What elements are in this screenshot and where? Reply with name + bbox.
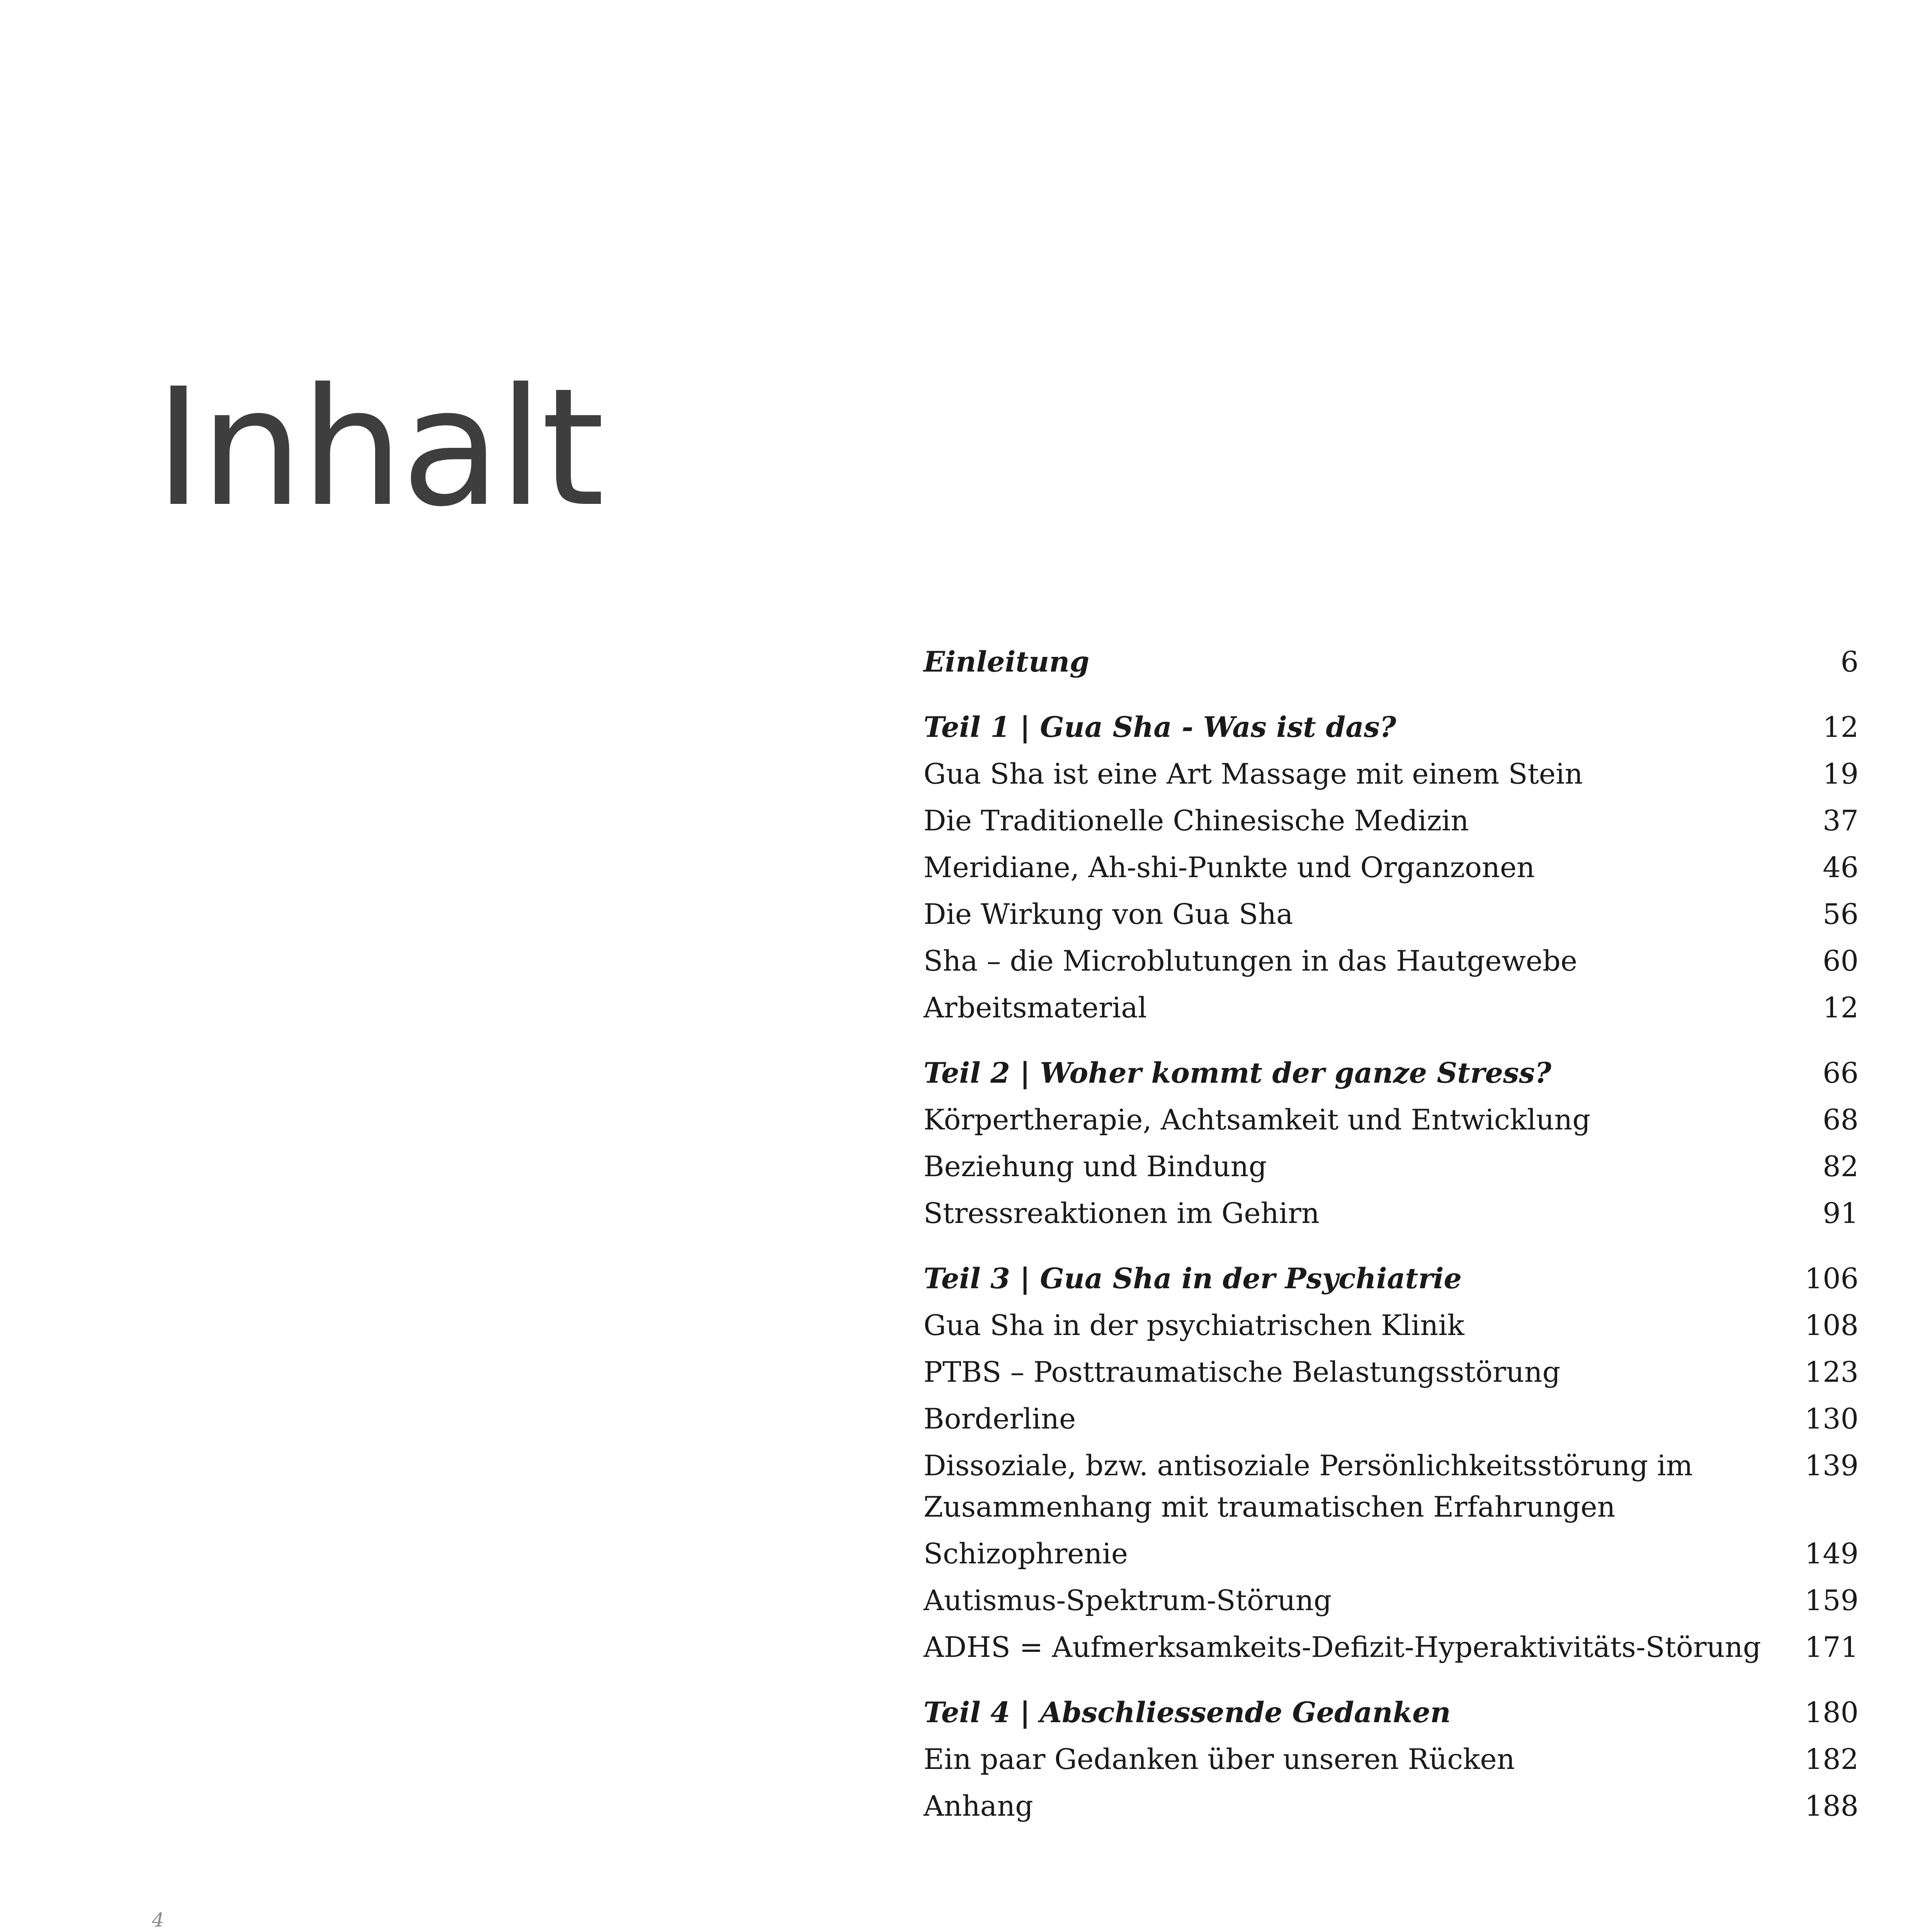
toc-entry[interactable] [923, 1352, 1859, 1393]
toc-entry-page: 12 [1823, 711, 1859, 744]
toc-entry-einleitung[interactable] [923, 641, 1859, 683]
toc-entry[interactable] [923, 847, 1859, 888]
toc-entry-page: 149 [1804, 1537, 1859, 1570]
toc-entry-title: Anhang [923, 1790, 1034, 1823]
toc-entry[interactable] [923, 1398, 1859, 1440]
toc-entry-title: Autismus-Spektrum-Störung [923, 1584, 1332, 1617]
toc-entry-title: Borderline [923, 1403, 1076, 1435]
toc-entry-page: 82 [1823, 1150, 1859, 1183]
toc-entry[interactable] [923, 1305, 1859, 1346]
toc-entry-page: 91 [1823, 1197, 1859, 1230]
toc-entry-page: 12 [1823, 992, 1859, 1024]
toc-entry-page: 123 [1804, 1356, 1859, 1389]
toc-entry-title: Gua Sha in der psychiatrischen Klinik [923, 1309, 1464, 1342]
toc-entry-title: Teil 3 | Gua Sha in der Psychiatrie [923, 1262, 1462, 1295]
toc-entry-page: 56 [1823, 898, 1859, 931]
toc-entry[interactable] [923, 753, 1859, 795]
toc-entry[interactable] [923, 1099, 1859, 1141]
page-number: 4 [152, 1909, 164, 1931]
toc-entry[interactable] [923, 987, 1859, 1029]
toc-entry[interactable] [923, 1146, 1859, 1187]
toc-section-part-1 [923, 707, 1859, 1029]
toc-entry-part-2-heading[interactable] [923, 1053, 1859, 1094]
toc-entry[interactable] [923, 1193, 1859, 1234]
toc-entry-title: ADHS = Aufmerksamkeits-Defizit-Hyperaktivitäts-Störung [923, 1631, 1761, 1664]
toc-entry-page: 6 [1840, 646, 1859, 679]
toc-entry-title: PTBS – Posttraumatische Belastungsstörung [923, 1356, 1561, 1389]
toc-entry-page: 130 [1804, 1403, 1859, 1435]
toc-entry-part-3-heading[interactable] [923, 1258, 1859, 1299]
toc-entry-title: Sha – die Microblutungen in das Hautgewebe [923, 945, 1577, 978]
toc-entry-title: Teil 4 | Abschliessende Gedanken [923, 1696, 1451, 1729]
table-of-contents [923, 641, 1859, 1832]
toc-entry[interactable] [923, 800, 1859, 842]
toc-entry-title: Gua Sha ist eine Art Massage mit einem Stein [923, 758, 1583, 791]
toc-entry[interactable] [923, 1445, 1859, 1528]
toc-entry-page: 159 [1804, 1584, 1859, 1617]
toc-section-part-2 [923, 1053, 1859, 1234]
toc-entry-page: 108 [1804, 1309, 1859, 1342]
toc-entry-title: Schizophrenie [923, 1537, 1128, 1570]
toc-entry-page: 68 [1823, 1104, 1859, 1136]
toc-entry[interactable] [923, 1627, 1859, 1668]
toc-entry-page: 139 [1804, 1449, 1859, 1482]
toc-entry[interactable] [923, 1533, 1859, 1575]
toc-entry-title: Teil 2 | Woher kommt der ganze Stress? [923, 1056, 1551, 1090]
toc-entry-title: Die Traditionelle Chinesische Medizin [923, 804, 1469, 837]
toc-entry-page: 106 [1804, 1262, 1859, 1295]
toc-entry-title: Einleitung [923, 645, 1090, 679]
toc-entry-part-4-heading[interactable] [923, 1692, 1859, 1733]
toc-entry[interactable] [923, 1739, 1859, 1780]
toc-entry-page: 66 [1823, 1057, 1859, 1090]
toc-entry-page: 46 [1823, 851, 1859, 884]
toc-entry-title: Teil 1 | Gua Sha - Was ist das? [923, 711, 1396, 744]
toc-entry-page: 37 [1823, 804, 1859, 837]
toc-entry-page: 19 [1823, 758, 1859, 791]
toc-entry-part-1-heading[interactable] [923, 707, 1859, 748]
toc-entry-title: Beziehung und Bindung [923, 1150, 1267, 1183]
toc-section-part-3 [923, 1258, 1859, 1668]
toc-entry-page: 182 [1804, 1743, 1859, 1776]
toc-entry-title: Ein paar Gedanken über unseren Rücken [923, 1743, 1515, 1776]
toc-entry-title: Dissoziale, bzw. antisoziale Persönlichkeitsstörung im Zusammenhang mit traumatischen Erfahrungen [923, 1449, 1693, 1524]
toc-entry-title: Meridiane, Ah-shi-Punkte und Organzonen [923, 851, 1535, 884]
page-title: Inhalt [155, 354, 602, 543]
toc-entry-page: 188 [1804, 1790, 1859, 1823]
toc-entry-title: Die Wirkung von Gua Sha [923, 898, 1293, 931]
toc-entry-page: 60 [1823, 945, 1859, 978]
toc-section-intro [923, 641, 1859, 683]
toc-entry-page: 171 [1804, 1631, 1859, 1664]
toc-entry-title: Arbeitsmaterial [923, 992, 1147, 1024]
toc-entry[interactable] [923, 1786, 1859, 1827]
toc-section-part-4 [923, 1692, 1859, 1827]
toc-entry-title: Stressreaktionen im Gehirn [923, 1197, 1320, 1230]
toc-entry[interactable] [923, 894, 1859, 935]
toc-entry-page: 180 [1804, 1696, 1859, 1729]
toc-entry[interactable] [923, 940, 1859, 982]
toc-entry[interactable] [923, 1580, 1859, 1621]
toc-entry-title: Körpertherapie, Achtsamkeit und Entwicklung [923, 1104, 1591, 1136]
